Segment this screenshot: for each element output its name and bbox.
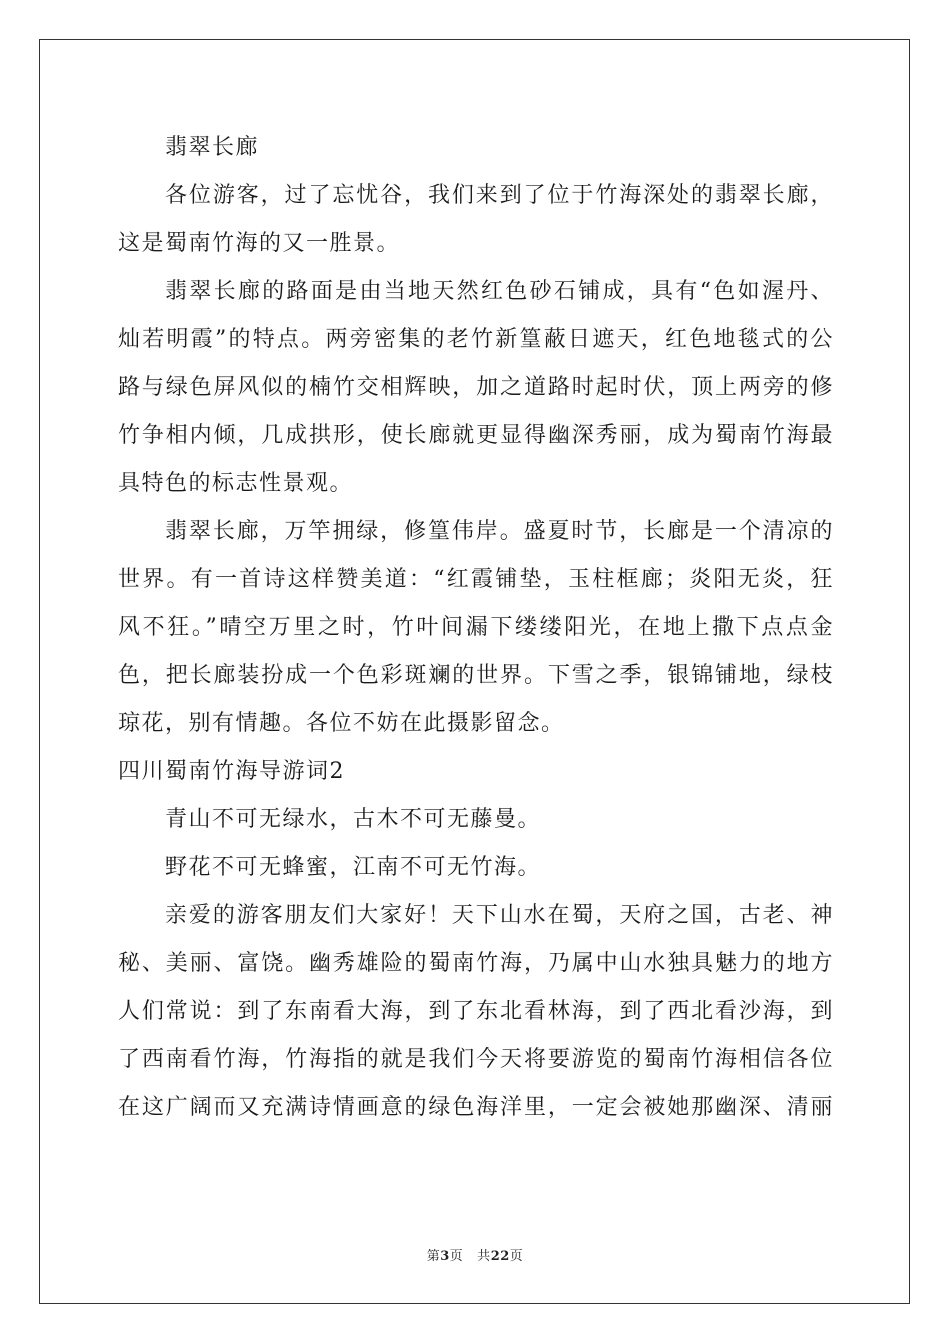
text-line: 在这广阔而又充满诗情画意的绿色海洋里，一定会被她那幽深、清丽	[118, 1095, 834, 1120]
text-line: 翡翠长廊的路面是由当地天然红色砂石铺成，具有“色如渥丹、	[165, 279, 834, 304]
text-line: 了西南看竹海，竹海指的就是我们今天将要游览的蜀南竹海相信各位	[118, 1047, 834, 1072]
text-line: 灿若明霞”的特点。两旁密集的老竹新篁蔽日遮天，红色地毯式的公	[118, 327, 834, 352]
footer-total-unit: 页	[509, 1249, 524, 1264]
text-line: 青山不可无绿水，古木不可无藤曼。	[165, 807, 542, 832]
text-line: 世界。有一首诗这样赞美道：“红霞铺垫，玉柱框廊；炎阳无炎，狂	[118, 567, 834, 592]
text-line: 人们常说：到了东南看大海，到了东北看林海，到了西北看沙海，到	[118, 999, 834, 1024]
text-line: 野花不可无蜂蜜，江南不可无竹海。	[165, 855, 542, 880]
text-line: 风不狂。”晴空万里之时，竹叶间漏下缕缕阳光，在地上撒下点点金	[118, 615, 834, 640]
footer-page-unit: 页	[449, 1249, 464, 1264]
text-line: 竹争相内倾，几成拱形，使长廊就更显得幽深秀丽，成为蜀南竹海最	[118, 423, 834, 448]
text-line: 琼花，别有情趣。各位不妨在此摄影留念。	[118, 711, 565, 736]
footer-total-prefix: 共	[477, 1249, 491, 1264]
section-heading: 翡翠长廊	[165, 135, 260, 160]
document-body	[118, 124, 834, 1132]
current-page-number: 3	[440, 1249, 450, 1264]
page-footer	[0, 1245, 950, 1264]
total-page-count: 22	[490, 1249, 510, 1264]
document-title: 四川蜀南竹海导游词2	[118, 759, 345, 784]
text-line: 亲爱的游客朋友们大家好！天下山水在蜀，天府之国，古老、神	[165, 903, 834, 928]
footer-prefix: 第	[426, 1249, 441, 1264]
text-line: 具特色的标志性景观。	[118, 471, 354, 496]
text-line: 秘、美丽、富饶。幽秀雄险的蜀南竹海，乃属中山水独具魅力的地方	[118, 951, 834, 976]
text-line: 色，把长廊装扮成一个色彩斑斓的世界。下雪之季，银锦铺地，绿枝	[118, 663, 834, 688]
text-line: 翡翠长廊，万竿拥绿，修篁伟岸。盛夏时节，长廊是一个清凉的	[165, 519, 834, 544]
text-line: 各位游客，过了忘忧谷，我们来到了位于竹海深处的翡翠长廊，	[165, 183, 834, 208]
text-line: 这是蜀南竹海的又一胜景。	[118, 231, 401, 256]
text-line: 路与绿色屏风似的楠竹交相辉映，加之道路时起时伏，顶上两旁的修	[118, 375, 834, 400]
